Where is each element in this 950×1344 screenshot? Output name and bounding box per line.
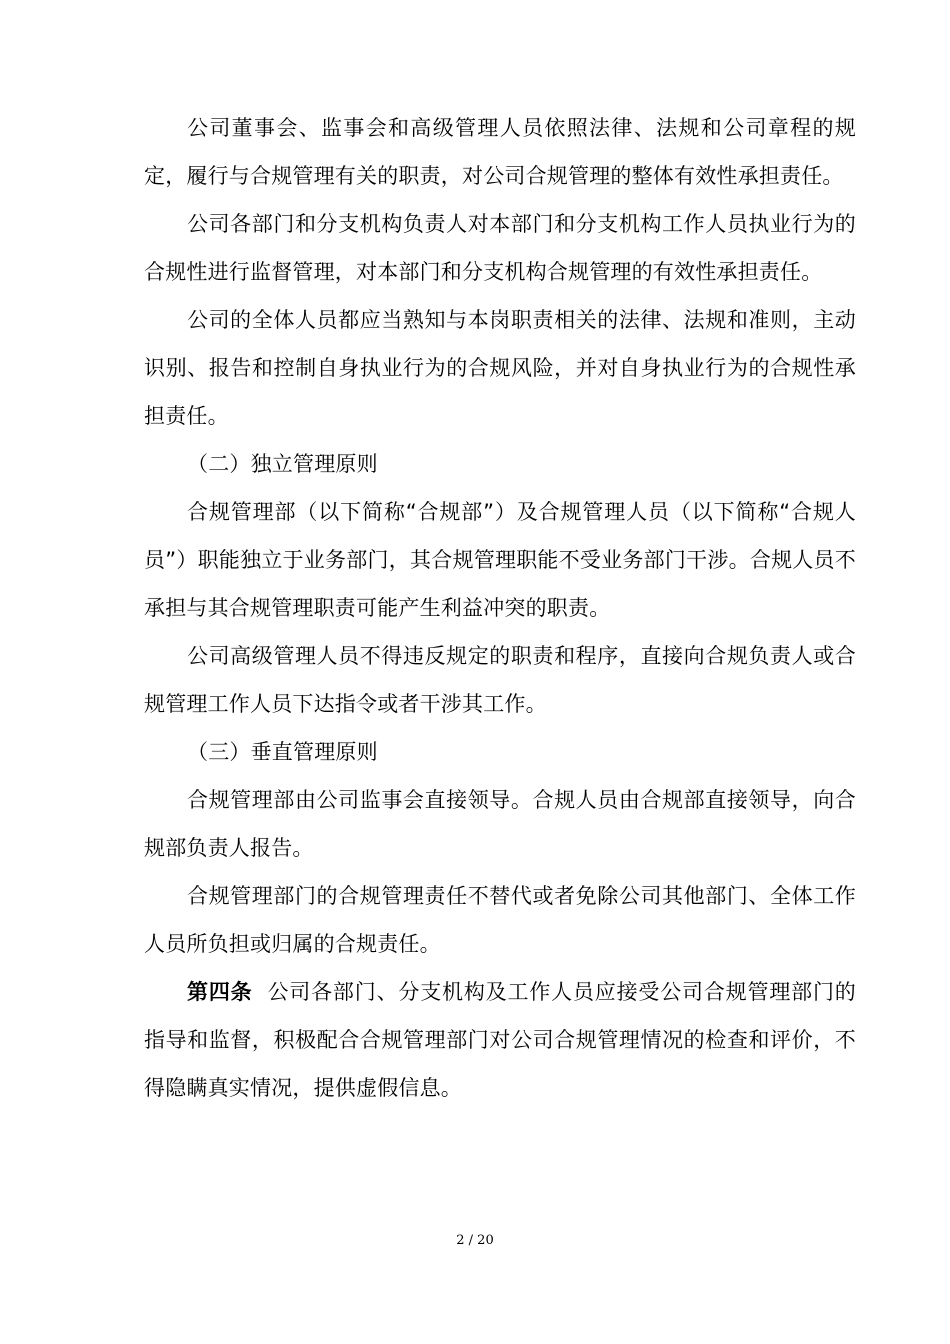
page-number: 2 / 20 [456,1233,494,1248]
paragraph-senior-management-restriction: 公司高级管理人员不得违反规定的职责和程序，直接向合规负责人或合规管理工作人员下达指令或者干涉其工作。 [144,644,856,716]
document-body [144,104,856,1112]
article-four [144,968,856,1112]
section-heading-vertical-management: （三）垂直管理原则 [187,740,378,764]
article-four-number: 第四条 [187,980,253,1004]
paragraph-vertical-leadership: 合规管理部由公司监事会直接领导。合规人员由合规部直接领导，向合规部负责人报告。 [144,788,856,860]
paragraph-all-staff-responsibility: 公司的全体人员都应当熟知与本岗职责相关的法律、法规和准则，主动识别、报告和控制自身执业行为的合规风险，并对自身执业行为的合规性承担责任。 [144,308,856,428]
article-four-text: 公司各部门、分支机构及工作人员应接受公司合规管理部门的指导和监督，积极配合合规管理部门对公司合规管理情况的检查和评价，不得隐瞒真实情况，提供虚假信息。 [144,980,856,1100]
paragraph-department-responsibility: 公司各部门和分支机构负责人对本部门和分支机构工作人员执业行为的合规性进行监督管理，对本部门和分支机构合规管理的有效性承担责任。 [144,212,856,284]
paragraph-compliance-department-independence: 合规管理部（以下简称“合规部”）及合规管理人员（以下简称“合规人员”）职能独立于业务部门，其合规管理职能不受业务部门干涉。合规人员不承担与其合规管理职责可能产生利益冲突的职责。 [144,500,856,620]
paragraph-board-responsibility: 公司董事会、监事会和高级管理人员依照法律、法规和公司章程的规定，履行与合规管理有关的职责，对公司合规管理的整体有效性承担责任。 [144,116,856,188]
paragraph-responsibility-not-replaced: 合规管理部门的合规管理责任不替代或者免除公司其他部门、全体工作人员所负担或归属的合规责任。 [144,884,856,956]
section-heading-independence: （二）独立管理原则 [187,452,378,476]
